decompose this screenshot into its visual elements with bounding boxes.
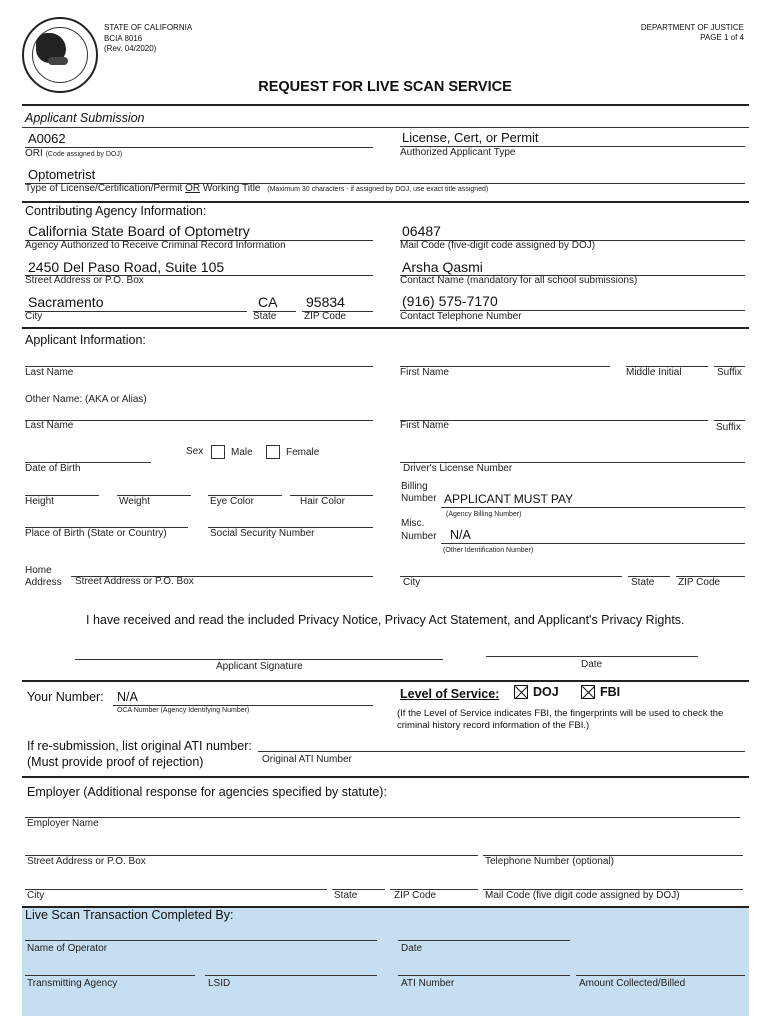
- agency-city-field[interactable]: Sacramento: [28, 294, 104, 310]
- agency-city-underline: [25, 311, 247, 312]
- agency-label: Agency Authorized to Receive Criminal Record Information: [25, 240, 286, 251]
- female-label: Female: [286, 447, 320, 458]
- home-state-label: State: [631, 577, 655, 588]
- lsid-field[interactable]: [205, 975, 377, 976]
- billing-underline: [441, 507, 745, 508]
- applicant-info-heading: Applicant Information:: [25, 333, 146, 347]
- home-city-field[interactable]: [400, 576, 622, 577]
- eye-color-label: Eye Color: [210, 496, 254, 507]
- alias-suffix-field[interactable]: [714, 420, 745, 421]
- billing-label-number: Number: [401, 493, 437, 504]
- height-label: Height: [25, 496, 54, 507]
- first-name-label: First Name: [400, 367, 449, 378]
- agency-field[interactable]: California State Board of Optometry: [28, 223, 250, 239]
- agency-city-label: City: [25, 311, 43, 322]
- employer-zip-label: ZIP Code: [394, 890, 437, 901]
- fbi-label: FBI: [600, 685, 621, 699]
- misc-label: Misc.: [401, 518, 425, 529]
- misc-label-number: Number: [401, 531, 437, 542]
- transmitting-agency-label: Transmitting Agency: [27, 978, 118, 989]
- resubmission-proof-label: (Must provide proof of rejection): [27, 755, 204, 769]
- department-label: DEPARTMENT OF JUSTICE: [640, 23, 744, 32]
- employer-phone-label: Telephone Number (optional): [485, 856, 614, 867]
- contact-name-label: Contact Name (mandatory for all school submissions): [400, 275, 638, 286]
- alias-suffix-label: Suffix: [716, 422, 741, 433]
- fbi-note-line2: criminal history record information of the FBI.): [397, 720, 590, 731]
- employer-city-field[interactable]: [25, 889, 327, 890]
- form-revision: (Rev. 04/2020): [104, 44, 157, 53]
- page-title: REQUEST FOR LIVE SCAN SERVICE: [258, 79, 512, 95]
- fbi-note-line1: (If the Level of Service indicates FBI, the fingerprints will be used to check the: [397, 708, 724, 719]
- amount-collected-label: Amount Collected/Billed: [579, 978, 686, 989]
- doj-label: DOJ: [533, 685, 559, 699]
- amount-collected-field[interactable]: [576, 975, 745, 976]
- home-zip-label: ZIP Code: [678, 577, 721, 588]
- employer-mail-code-label: Mail Code (five digit code assigned by DOJ): [485, 890, 680, 901]
- last-name-field[interactable]: [25, 366, 373, 367]
- weight-label: Weight: [119, 496, 150, 507]
- drivers-license-label: Driver's License Number: [403, 463, 513, 474]
- contact-phone-label-text: Contact Telephone Number: [400, 311, 522, 322]
- employer-state-label: State: [334, 890, 358, 901]
- oca-underline: [113, 705, 373, 706]
- alias-first-name-label: First Name: [400, 420, 449, 431]
- other-name-label: Other Name: (AKA or Alias): [25, 394, 147, 405]
- contact-name-field[interactable]: Arsha Qasmi: [402, 259, 483, 275]
- signature-date-field[interactable]: [486, 656, 698, 657]
- ori-field[interactable]: A0062: [28, 131, 66, 146]
- divider: [22, 127, 749, 128]
- page-number: PAGE 1 of 4: [700, 33, 744, 42]
- male-label: Male: [231, 447, 253, 458]
- middle-initial-label: Middle Initial: [626, 367, 682, 378]
- ori-label: ORI (Code assigned by DOJ): [25, 148, 123, 159]
- applicant-type-label: Authorized Applicant Type: [400, 147, 516, 158]
- male-checkbox[interactable]: [211, 445, 225, 459]
- contact-phone-field[interactable]: (916) 575-7170: [402, 293, 498, 309]
- your-number-label: Your Number:: [27, 690, 104, 704]
- ati-number-label: ATI Number: [401, 978, 455, 989]
- agency-street-field[interactable]: 2450 Del Paso Road, Suite 105: [28, 259, 225, 275]
- sex-label: Sex: [186, 446, 204, 457]
- level-of-service-label: Level of Service:: [400, 687, 500, 701]
- suffix-label: Suffix: [717, 367, 742, 378]
- divider: [22, 104, 749, 106]
- female-checkbox[interactable]: [266, 445, 280, 459]
- oca-number-field[interactable]: N/A: [117, 690, 138, 704]
- working-title-label: Type of License/Certification/Permit OR Working Title (Maximum 30 characters - if assigned by DOJ, use exact title assigned): [25, 183, 489, 194]
- mail-code-field[interactable]: 06487: [402, 223, 441, 239]
- original-ati-field[interactable]: [258, 751, 745, 752]
- operator-name-label: Name of Operator: [27, 943, 108, 954]
- fbi-checkbox[interactable]: [581, 685, 595, 699]
- operator-name-field[interactable]: [25, 940, 377, 941]
- transmitting-agency-field[interactable]: [25, 975, 195, 976]
- divider: [22, 327, 749, 329]
- agency-zip-label: ZIP Code: [304, 311, 347, 322]
- ssn-label: Social Security Number: [210, 528, 315, 539]
- applicant-submission-heading: Applicant Submission: [25, 111, 145, 125]
- agency-street-label: Street Address or P.O. Box: [25, 275, 144, 286]
- alias-last-name-field[interactable]: [25, 420, 373, 421]
- applicant-signature-field[interactable]: [75, 659, 443, 660]
- agency-state-label: State: [253, 311, 277, 322]
- resubmission-label: If re-submission, list original ATI number:: [27, 739, 252, 753]
- applicant-type-field[interactable]: License, Cert, or Permit: [402, 130, 539, 145]
- oca-sublabel: OCA Number (Agency Identifying Number): [117, 707, 250, 714]
- billing-label: Billing: [401, 481, 428, 492]
- signature-date-label: Date: [581, 659, 603, 670]
- employer-street-label: Street Address or P.O. Box: [27, 856, 146, 867]
- ati-number-field[interactable]: [398, 975, 570, 976]
- live-scan-section: [22, 906, 749, 1016]
- divider: [22, 201, 749, 203]
- dob-label: Date of Birth: [25, 463, 81, 474]
- divider: [22, 776, 749, 778]
- misc-underline: [441, 543, 745, 544]
- employer-city-label: City: [27, 890, 45, 901]
- home-city-label: City: [403, 577, 421, 588]
- alias-last-name-label: Last Name: [25, 420, 74, 431]
- billing-number-field[interactable]: APPLICANT MUST PAY: [444, 492, 574, 506]
- employer-name-label: Employer Name: [27, 818, 99, 829]
- privacy-statement: I have received and read the included Privacy Notice, Privacy Act Statement, and Applicant's Privacy Rights.: [86, 613, 685, 627]
- applicant-signature-label: Applicant Signature: [216, 661, 303, 672]
- agency-zip-field[interactable]: 95834: [306, 294, 345, 310]
- employer-heading: Employer (Additional response for agencies specified by statute):: [27, 785, 387, 799]
- state-label: STATE OF CALIFORNIA: [104, 23, 193, 32]
- live-scan-date-field[interactable]: [398, 940, 570, 941]
- lsid-label: LSID: [208, 978, 231, 989]
- form-id: BCIA 8016: [104, 34, 143, 43]
- live-scan-date-label: Date: [401, 943, 423, 954]
- home-street-label: Street Address or P.O. Box: [75, 576, 194, 587]
- mail-code-label: Mail Code (five-digit code assigned by DOJ): [400, 240, 596, 251]
- live-scan-heading: Live Scan Transaction Completed By:: [25, 908, 234, 922]
- billing-sublabel: (Agency Billing Number): [446, 511, 522, 518]
- last-name-label: Last Name: [25, 367, 74, 378]
- agency-state-field[interactable]: CA: [258, 294, 278, 310]
- contributing-agency-heading: Contributing Agency Information:: [25, 204, 207, 218]
- hair-color-label: Hair Color: [300, 496, 346, 507]
- divider: [22, 680, 749, 682]
- misc-sublabel: (Other Identification Number): [443, 547, 534, 554]
- seal-bear: [48, 57, 68, 65]
- misc-number-field[interactable]: N/A: [450, 528, 471, 542]
- place-of-birth-label: Place of Birth (State or Country): [25, 528, 167, 539]
- home-address-label: Home: [25, 565, 52, 576]
- original-ati-label: Original ATI Number: [262, 754, 352, 765]
- doj-checkbox[interactable]: [514, 685, 528, 699]
- home-address-label-2: Address: [25, 577, 62, 588]
- employer-name-field[interactable]: [25, 817, 740, 818]
- working-title-field[interactable]: Optometrist: [28, 167, 96, 182]
